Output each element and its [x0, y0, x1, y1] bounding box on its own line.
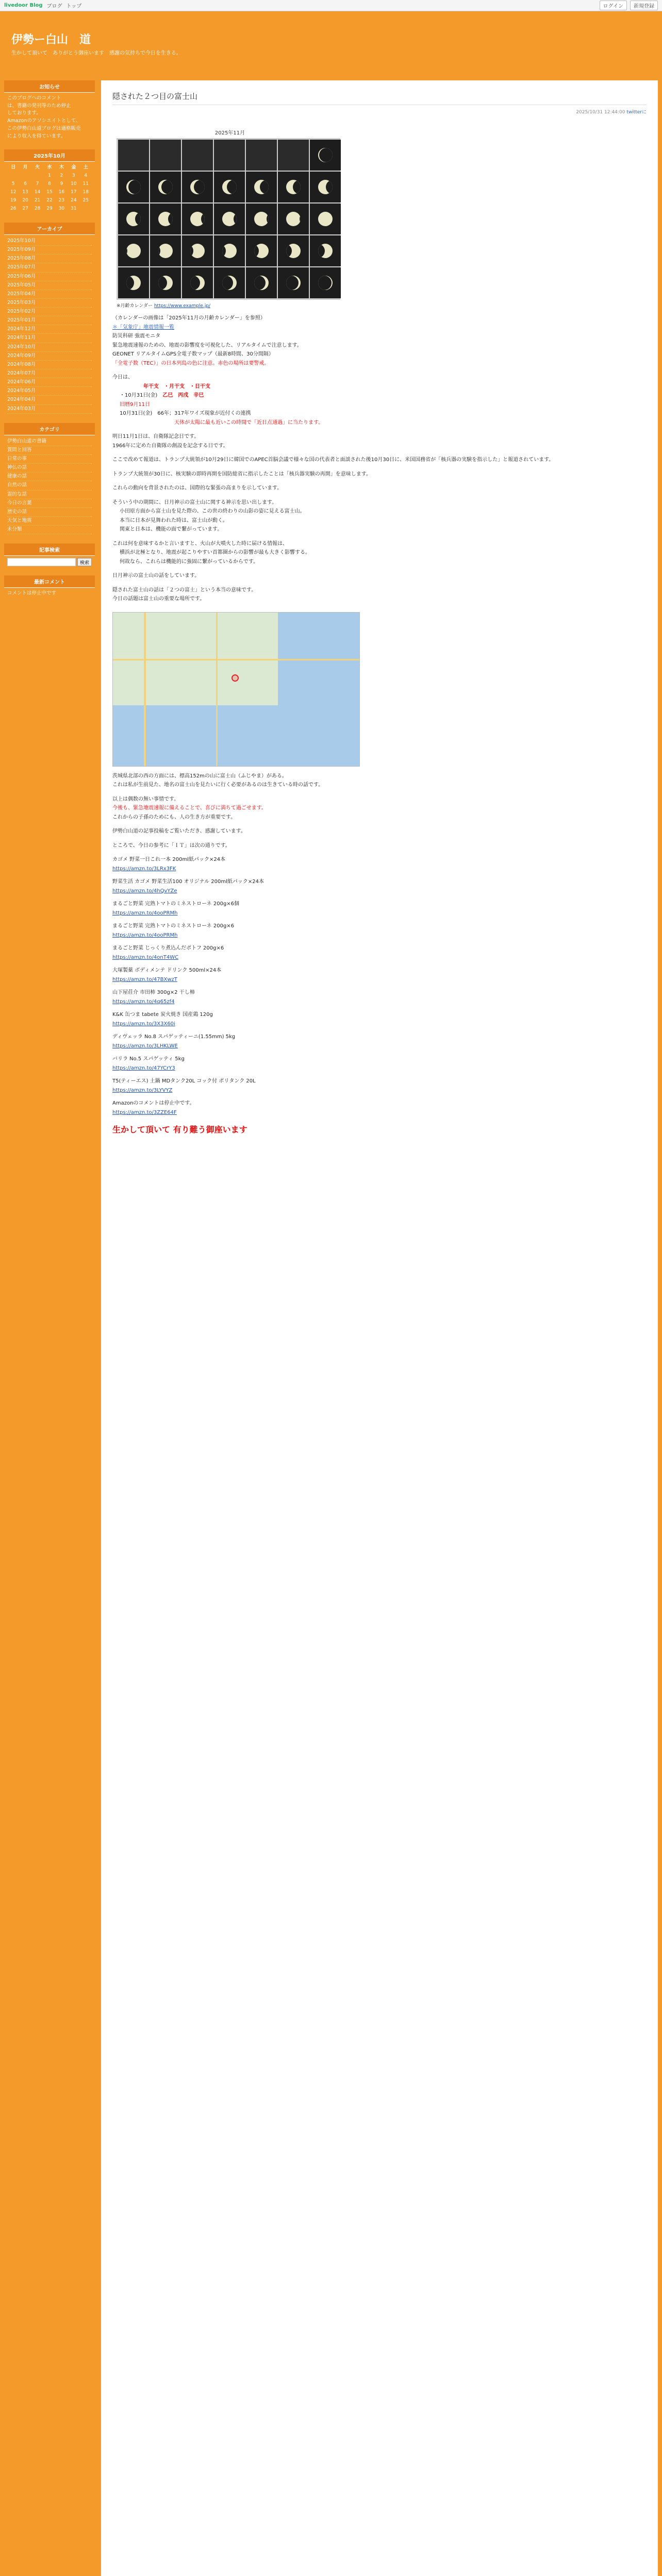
- post-section-1: [112, 314, 647, 368]
- post-meta: [112, 108, 647, 115]
- post-date-1b: 乙巳 丙戌 辛巳: [162, 393, 204, 398]
- post-text: 旧暦9月11日: [120, 401, 151, 408]
- calendar-day[interactable]: 24: [71, 198, 77, 204]
- product-name: 大塚製薬 ボディメンテ ドリンク 500ml×24本: [112, 968, 222, 973]
- post-text: 年干支 ・月干支 ・日干支: [143, 383, 210, 389]
- product-name: 野菜生活 カゴメ 野菜生活100 オリジナル 200ml紙パック×24本: [112, 879, 264, 885]
- post-text: 10月31日(金) 66年；317年ワイズ現象が近付くの連携: [120, 411, 251, 416]
- archive-item[interactable]: 2025年07月: [7, 263, 92, 272]
- post-text: ・10月31日(金) 乙巳 丙戌 辛巳: [120, 393, 204, 398]
- search-button[interactable]: 検索: [77, 558, 92, 566]
- search-input[interactable]: [7, 558, 76, 566]
- moon-icon: [318, 244, 333, 258]
- moon-phase-cell: [214, 172, 245, 202]
- calendar-day[interactable]: 6: [24, 181, 27, 187]
- product-item: [112, 966, 647, 984]
- widget-profile-body: [4, 93, 95, 142]
- blog-description: 生かして頂いて ありがとう御座います 感謝の気持ちで今日を生きる。: [11, 50, 181, 56]
- product-link[interactable]: https://amzn.to/3X3X60i: [112, 1021, 175, 1027]
- product-name: まるごと野菜 完熟トマトのミネストローネ 200g×6: [112, 923, 235, 929]
- product-item: [112, 1010, 647, 1028]
- calendar-day[interactable]: 27: [22, 206, 28, 211]
- moon-phase-cell: [118, 204, 149, 234]
- archive-title: アーカイブ: [4, 223, 95, 235]
- moon-phase-cell: [214, 235, 245, 266]
- profile-line: この伊勢白山道ブログは適格販売: [7, 125, 81, 131]
- archive-item[interactable]: 2025年10月: [7, 237, 92, 246]
- post-text[interactable]: ＊「気象庁」地震情報一覧: [112, 324, 174, 330]
- product-name: Amazonのコメントは停止中です。: [112, 1100, 195, 1106]
- moon-phase-cell: [310, 140, 341, 171]
- moon-phase-cell: [118, 140, 149, 171]
- calendar-day[interactable]: 25: [82, 198, 89, 204]
- moon-calendar-grid: [117, 138, 340, 300]
- product-item: [112, 1077, 647, 1095]
- product-link[interactable]: https://amzn.to/4onT4WC: [112, 954, 179, 960]
- moon-icon: [254, 244, 269, 258]
- calendar-day[interactable]: 15: [46, 190, 53, 195]
- moon-phase-cell: [118, 235, 149, 266]
- post-text: 以上は偶数の無い事情です。: [112, 796, 179, 802]
- moon-footer-right[interactable]: https://www.example.jp/: [154, 303, 211, 309]
- moon-phase-cell: [278, 267, 309, 298]
- topbar-actions: [600, 1, 658, 10]
- moon-icon: [318, 276, 333, 290]
- widget-profile-title: お知らせ: [4, 80, 95, 93]
- product-name: まるごと野菜 じっくり煮込んだポトフ 200g×6: [112, 945, 224, 951]
- moon-phase-cell: [278, 204, 309, 234]
- post-section-2: [112, 373, 647, 427]
- topbar-link-blog[interactable]: ブログ: [46, 4, 62, 9]
- product-item: [112, 944, 647, 962]
- moon-footer-left: ※月齢カレンダー: [117, 303, 153, 309]
- calendar-day[interactable]: 4: [84, 173, 88, 179]
- moon-phase-cell: [246, 235, 277, 266]
- post-text: （カレンダーの画像は「2025年11月の月齢カレンダー」を参照）: [112, 315, 266, 321]
- category-item[interactable]: 未分類: [7, 526, 92, 534]
- post-title[interactable]: 隠された２つ目の富士山: [112, 91, 647, 105]
- moon-phase-cell: [214, 267, 245, 298]
- moon-icon: [158, 244, 173, 258]
- post-text: 「全電子数（TEC）」の日本列島の色に注意。赤色の場所は要警戒。: [112, 360, 270, 366]
- category-item[interactable]: 日常の事: [7, 455, 92, 464]
- archive-item[interactable]: 2024年03月: [7, 405, 92, 414]
- calendar-day[interactable]: 18: [82, 190, 89, 195]
- calendar-day[interactable]: 22: [46, 198, 53, 204]
- widget-archive: [4, 223, 95, 416]
- category-item[interactable]: 健康の話: [7, 472, 92, 481]
- archive-item[interactable]: 2025年08月: [7, 255, 92, 263]
- moon-phase-cell: [310, 267, 341, 298]
- post-section-4: [112, 772, 647, 851]
- product-link[interactable]: https://amzn.to/47YCrY3: [112, 1065, 175, 1071]
- moon-phase-cell: [182, 172, 213, 202]
- moon-icon: [190, 212, 205, 226]
- product-link[interactable]: https://amzn.to/4hQvYZe: [112, 888, 177, 894]
- moon-phase-cell: [118, 267, 149, 298]
- moon-phase-cell: [182, 267, 213, 298]
- post-share-link[interactable]: twitterに: [626, 110, 647, 115]
- top-toolbar: [0, 0, 662, 11]
- post-section-3: [112, 432, 647, 604]
- moon-calendar: [117, 128, 343, 309]
- archive-item[interactable]: 2024年08月: [7, 361, 92, 369]
- archive-list: [7, 237, 92, 414]
- calendar-day[interactable]: 31: [71, 206, 77, 211]
- moon-icon: [190, 180, 205, 194]
- product-name: カゴメ 野菜一日これ一本 200ml紙パック×24本: [112, 857, 226, 862]
- moon-icon: [286, 276, 301, 290]
- post-text: 明日11月1日は、自衛隊記念日です。: [112, 434, 200, 439]
- post-text: 横浜が北極となり、地震が起こりやすい首都圏からの影響が最も大きく影響する。: [120, 550, 310, 555]
- moon-icon: [222, 244, 237, 258]
- calendar-title: 2025年10月: [4, 149, 95, 162]
- moon-phase-cell: [246, 267, 277, 298]
- moon-phase-cell: [150, 235, 181, 266]
- moon-phase-cell: [150, 267, 181, 298]
- moon-phase-cell: [182, 140, 213, 171]
- map-image: [112, 612, 360, 767]
- post-text: 天体が太陽に最も近いこの時間で「近日点通過」に当たります。: [174, 419, 324, 426]
- moon-icon: [254, 180, 269, 194]
- moon-calendar-caption: 2025年11月: [214, 130, 245, 136]
- moon-phase-cell: [118, 172, 149, 202]
- post-text: そういう中の期間に、日月神示の富士山に関する神示を思い出します。: [112, 499, 277, 505]
- signup-button[interactable]: 新規登録: [630, 1, 658, 10]
- post-text: 緊急地震速報のための、地震の影響度を可視化した、リアルタイムで注意します。: [112, 342, 302, 348]
- post-text: 1966年に定めた自衛隊の創設を記念する日です。: [112, 443, 228, 449]
- calendar-day[interactable]: 8: [48, 181, 51, 187]
- moon-icon: [126, 244, 141, 258]
- archive-item[interactable]: 2025年06月: [7, 273, 92, 281]
- product-link[interactable]: https://amzn.to/4ooPRMh: [112, 932, 178, 938]
- post-text: トランプ大統領が30日に、核実験の即時再開を国防総省に指示したことは「核兵器実験の再開」を意味します。: [112, 471, 371, 477]
- calendar-day[interactable]: 26: [10, 206, 16, 211]
- calendar-table: [7, 164, 92, 213]
- category-item[interactable]: 今日の言葉: [7, 499, 92, 508]
- moon-phase-cell: [150, 204, 181, 234]
- calendar-day[interactable]: 19: [10, 198, 16, 204]
- calendar-day[interactable]: 30: [58, 206, 65, 211]
- moon-icon: [254, 212, 269, 226]
- moon-icon: [222, 180, 237, 194]
- profile-line: しております。: [7, 110, 41, 116]
- widget-categories: [4, 423, 95, 537]
- widget-comments: [4, 575, 95, 600]
- moon-phase-cell: [310, 204, 341, 234]
- calendar-day[interactable]: 7: [36, 181, 39, 187]
- post-text: 何故なら、これらは機能的に強固に繋がっているからです。: [120, 558, 259, 565]
- category-item[interactable]: 霊的な話: [7, 490, 92, 499]
- post-text: ここで改めて報道は、トランプ大統領が10月29日に韓国でのAPEC首脳会議で様々な国の代表者と面談された後10月30日に、米国国務省が「核兵器の実験を指示した」と報道されています。: [112, 457, 554, 463]
- calendar-weekday: 月: [23, 165, 28, 171]
- product-item: [112, 877, 647, 895]
- post-text: 今後も、緊急地震速報に備えることで、喜びに満ちて過ごせます。: [112, 805, 267, 811]
- product-name: まるごと野菜 完熟トマトのミネストローネ 200g×6個: [112, 901, 240, 907]
- post-text: GEONET リアルタイムGPS全電子数マップ（最新8時間、30分間隔）: [112, 351, 274, 357]
- post-text: ところで、今日の参考に「ＩＴ」は次の通りです。: [112, 842, 230, 849]
- comments-note: コメントは停止中です: [7, 590, 57, 597]
- archive-item[interactable]: 2025年09月: [7, 246, 92, 255]
- profile-line: このブログへのコメント: [7, 95, 61, 101]
- post-date: 2025/10/31 12:44:00: [576, 110, 625, 115]
- product-link[interactable]: https://amzn.to/4ooPRMh: [112, 910, 178, 916]
- product-link[interactable]: https://amzn.to/47BXwzT: [112, 976, 177, 982]
- profile-line: は、書籍の発刊等のため停止: [7, 103, 71, 109]
- post-text: 隠された富士山の話は「２つの富士」という本当の意味です。: [112, 587, 257, 593]
- brand-logo[interactable]: livedoor Blog: [4, 3, 43, 8]
- search-title: 記事検索: [4, 544, 95, 556]
- moon-phase-cell: [150, 172, 181, 202]
- product-name: T5(ティーエス) 土鍋 MDタンク20L コック付 ポリタンク 20L: [112, 1078, 256, 1084]
- post-text: 茨城県北部の西の方面には、標高152mの山に富士山（ふじやま）がある。: [112, 773, 287, 779]
- calendar-day[interactable]: 20: [22, 198, 28, 204]
- post-text: 本当に日本が見舞われた時は、富士山が動く。: [120, 517, 228, 523]
- category-list: [7, 437, 92, 535]
- post-text: 伊勢白山道の記事投稿をご覧いただき、感謝しています。: [112, 828, 246, 834]
- moon-icon: [126, 212, 141, 226]
- post-text: 今日は、: [112, 375, 133, 380]
- category-item[interactable]: 天気と地震: [7, 517, 92, 526]
- widget-search: [4, 544, 95, 568]
- archive-item[interactable]: 2024年10月: [7, 343, 92, 352]
- calendar-day[interactable]: 10: [71, 181, 77, 187]
- moon-icon: [286, 244, 301, 258]
- moon-phase-cell: [182, 204, 213, 234]
- calendar-day[interactable]: 28: [34, 206, 41, 211]
- product-name: K&K 缶つま tabete 炭火焼き 国産鶏 120g: [112, 1012, 213, 1018]
- moon-icon: [286, 180, 301, 194]
- moon-icon: [318, 212, 333, 226]
- sidebar: [4, 80, 95, 2576]
- archive-item[interactable]: 2024年04月: [7, 396, 92, 404]
- moon-phase-cell: [150, 140, 181, 171]
- archive-item[interactable]: 2024年09月: [7, 352, 92, 361]
- calendar-day[interactable]: 2: [60, 173, 63, 179]
- archive-item[interactable]: 2024年06月: [7, 378, 92, 387]
- post-text: これからの子孫のためにも、人の生き方が重要です。: [112, 814, 236, 820]
- calendar-day[interactable]: 17: [71, 190, 77, 195]
- categories-title: カテゴリ: [4, 423, 95, 435]
- moon-icon: [190, 276, 205, 290]
- topbar-link-top[interactable]: トップ: [66, 4, 82, 9]
- calendar-weekday: 土: [83, 165, 88, 171]
- calendar-weekday: 金: [71, 165, 76, 171]
- moon-phase-cell: [246, 172, 277, 202]
- category-item[interactable]: 質問と回答: [7, 446, 92, 455]
- moon-phase-cell: [278, 235, 309, 266]
- product-link[interactable]: https://amzn.to/3LHKLWE: [112, 1043, 178, 1049]
- blog-header: [0, 11, 662, 73]
- product-item: [112, 900, 647, 918]
- calendar-day[interactable]: 14: [34, 190, 41, 195]
- widget-calendar: [4, 149, 95, 215]
- product-link[interactable]: https://amzn.to/3LRx3FK: [112, 866, 176, 872]
- map-pin-icon: [231, 674, 239, 682]
- main-content: [101, 80, 658, 2576]
- product-item: [112, 1055, 647, 1073]
- product-item: [112, 988, 647, 1006]
- post-text: これは何を意味するかと言いますと、火山が大噴火した時に届ける情報は、: [112, 540, 288, 547]
- product-list: [112, 855, 647, 1117]
- post-text: これらの動向を背景されたのは、国際的な緊張の高まりを示しています。: [112, 485, 283, 491]
- blog-title[interactable]: 伊勢ー白山 道: [11, 33, 91, 46]
- profile-line: Amazonのアソシエイトとして、: [7, 118, 81, 124]
- moon-icon: [126, 180, 141, 194]
- moon-phase-cell: [246, 204, 277, 234]
- archive-item[interactable]: 2025年02月: [7, 308, 92, 316]
- product-item: [112, 922, 647, 940]
- calendar-day[interactable]: 23: [58, 198, 65, 204]
- product-name: バリラ No.5 スパゲッティ 5kg: [112, 1056, 185, 1062]
- product-name: 山下屋荘介 市田柿 300g×2 干し柿: [112, 990, 195, 995]
- moon-icon: [254, 276, 269, 290]
- post-text: 日月神示の富士山の話をしています。: [112, 573, 200, 579]
- moon-icon: [158, 276, 173, 290]
- product-link[interactable]: https://amzn.to/3LYVYZ: [112, 1087, 173, 1093]
- post-text: 小田原方面から富士山を見た際の、この世の終わりの山影の姿に見える富士山。: [120, 509, 305, 514]
- moon-phase-cell: [214, 140, 245, 171]
- archive-item[interactable]: 2024年11月: [7, 334, 92, 343]
- archive-item[interactable]: 2025年01月: [7, 316, 92, 325]
- calendar-day[interactable]: 12: [10, 190, 16, 195]
- moon-icon: [158, 180, 173, 194]
- moon-icon: [222, 212, 237, 226]
- product-link[interactable]: https://amzn.to/3ZZE64F: [112, 1109, 177, 1115]
- calendar-day: [31, 172, 43, 180]
- calendar-day[interactable]: 16: [58, 190, 65, 195]
- calendar-day: [19, 172, 31, 180]
- moon-icon: [158, 212, 173, 226]
- calendar-day[interactable]: 9: [60, 181, 63, 187]
- calendar-weekday: 火: [35, 165, 40, 171]
- product-item: [112, 855, 647, 873]
- calendar-day[interactable]: 1: [48, 173, 51, 179]
- moon-phase-cell: [310, 172, 341, 202]
- category-item[interactable]: 伊勢白山道の書籍: [7, 437, 92, 446]
- calendar-day[interactable]: 3: [72, 173, 75, 179]
- profile-line: により収入を得ています。: [7, 133, 66, 139]
- login-button[interactable]: ログイン: [600, 1, 627, 10]
- product-item: [112, 1099, 647, 1117]
- calendar-day[interactable]: 11: [82, 181, 89, 187]
- calendar-weekday: 水: [47, 165, 52, 171]
- archive-item[interactable]: 2025年04月: [7, 290, 92, 299]
- widget-profile: [4, 80, 95, 142]
- calendar-weekday: 木: [59, 165, 64, 171]
- post-text: 今日の話題は富士山の重要な場所です。: [112, 596, 205, 602]
- moon-icon: [222, 276, 237, 290]
- moon-icon: [126, 276, 141, 290]
- moon-icon: [190, 244, 205, 258]
- moon-phase-cell: [278, 172, 309, 202]
- moon-phase-cell: [310, 235, 341, 266]
- post-closing: 生かして頂いて 有り難う御座います: [112, 1125, 247, 1134]
- product-name: ディヴェッラ No.8 スパゲッティーニ(1.55mm) 5kg: [112, 1034, 236, 1040]
- moon-phase-cell: [278, 140, 309, 171]
- calendar-weekday: 日: [11, 165, 16, 171]
- calendar-day[interactable]: 5: [11, 181, 15, 187]
- category-item[interactable]: 神仏の話: [7, 464, 92, 472]
- post-date-1: 10月31日(金): [125, 393, 158, 398]
- category-item[interactable]: 歴史の話: [7, 508, 92, 517]
- moon-icon: [318, 148, 333, 162]
- calendar-day: [7, 172, 19, 180]
- calendar-day[interactable]: 29: [46, 206, 53, 211]
- calendar-day: [80, 205, 92, 213]
- moon-phase-cell: [246, 140, 277, 171]
- archive-item[interactable]: 2025年03月: [7, 299, 92, 308]
- product-item: [112, 1032, 647, 1050]
- moon-calendar-footer: [117, 302, 343, 309]
- archive-item[interactable]: 2024年05月: [7, 387, 92, 396]
- archive-item[interactable]: 2024年12月: [7, 325, 92, 334]
- post-text: 防災科研 強震モニタ: [112, 333, 161, 339]
- calendar-day[interactable]: 21: [34, 198, 41, 204]
- moon-icon: [318, 180, 333, 194]
- calendar-day[interactable]: 13: [22, 190, 28, 195]
- comments-title: 最新コメント: [4, 575, 95, 588]
- moon-icon: [286, 212, 301, 226]
- post-text: 関東と日本は、機能の面で繋がっています。: [120, 527, 223, 532]
- archive-item[interactable]: 2024年07月: [7, 369, 92, 378]
- moon-phase-cell: [182, 235, 213, 266]
- post-text: これは私が生前見た、地名の富士山を見たいに行く必要があるのは生きている時の話です。: [112, 782, 324, 788]
- archive-item[interactable]: 2025年05月: [7, 281, 92, 290]
- product-link[interactable]: https://amzn.to/4q65zf4: [112, 998, 175, 1005]
- category-item[interactable]: 自然の話: [7, 481, 92, 490]
- moon-phase-cell: [214, 204, 245, 234]
